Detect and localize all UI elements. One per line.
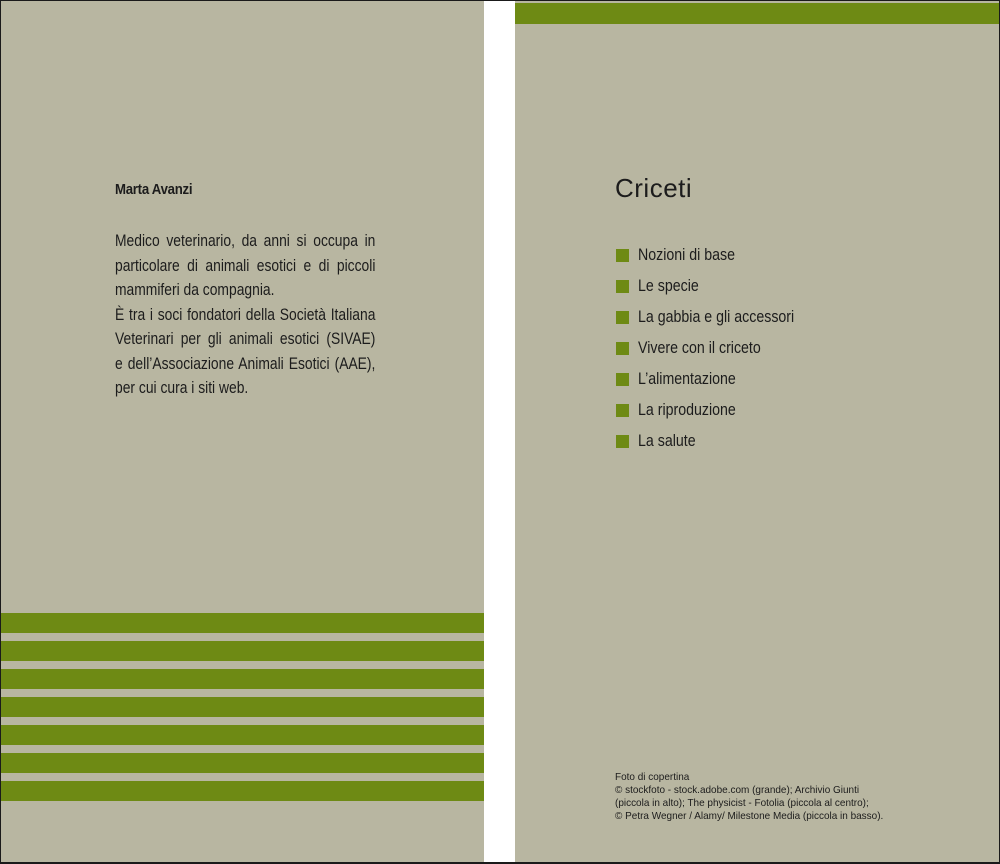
toc-item	[616, 395, 820, 426]
bio-line: È tra i soci fondatori della Società Italiana	[115, 305, 376, 324]
toc-item-label: Nozioni di base	[638, 246, 736, 264]
stripe	[1, 613, 484, 633]
bio-line: mammiferi da compagnia.	[115, 281, 275, 299]
square-bullet-icon	[616, 435, 629, 448]
stripe	[1, 725, 484, 745]
square-bullet-icon	[616, 342, 629, 355]
toc-item-label: L’alimentazione	[638, 370, 736, 388]
top-accent-bar	[515, 3, 999, 24]
toc-item	[616, 302, 820, 333]
square-bullet-icon	[616, 280, 629, 293]
toc-item	[616, 364, 820, 395]
stripe	[1, 669, 484, 689]
credits-line: (piccola in alto); The physicist - Fotolia (piccola al centro);	[615, 797, 869, 809]
decorative-stripes	[1, 613, 484, 809]
stripe	[1, 753, 484, 773]
toc-item	[616, 240, 820, 271]
book-title: Criceti	[615, 173, 693, 203]
stripe	[1, 781, 484, 801]
page-gutter	[484, 1, 515, 862]
square-bullet-icon	[616, 404, 629, 417]
toc-item-label: Vivere con il criceto	[638, 339, 761, 357]
bio-line: Veterinari per gli animali esotici (SIVAE)	[115, 330, 376, 348]
square-bullet-icon	[616, 249, 629, 262]
bio-line: Medico veterinario, da anni si occupa in	[115, 232, 376, 250]
toc-item-label: La salute	[638, 432, 696, 450]
author-name: Marta Avanzi	[115, 181, 193, 198]
toc-item-label: La riproduzione	[638, 401, 736, 419]
stripe	[1, 641, 484, 661]
toc-item-label: Le specie	[638, 277, 699, 295]
bio-line: per cui cura i siti web.	[115, 379, 249, 397]
bio-line: e dell’Associazione Animali Esotici (AAE),	[115, 354, 376, 373]
photo-credits	[615, 771, 883, 823]
toc-item	[616, 333, 820, 364]
book-spread	[1, 1, 999, 862]
stripe	[1, 697, 484, 717]
left-page	[1, 1, 484, 862]
square-bullet-icon	[616, 373, 629, 386]
bio-line: particolare di animali esotici e di piccoli	[115, 256, 376, 275]
credits-line: © stockfoto - stock.adobe.com (grande); Archivio Giunti	[615, 784, 860, 796]
right-page	[515, 1, 999, 862]
author-bio	[115, 229, 375, 401]
toc-item	[616, 271, 820, 302]
credits-line: © Petra Wegner / Alamy/ Milestone Media (piccola in basso).	[615, 810, 884, 822]
toc-item	[616, 426, 820, 457]
table-of-contents	[616, 240, 820, 457]
square-bullet-icon	[616, 311, 629, 324]
credits-heading: Foto di copertina	[615, 771, 690, 783]
toc-item-label: La gabbia e gli accessori	[638, 308, 795, 326]
